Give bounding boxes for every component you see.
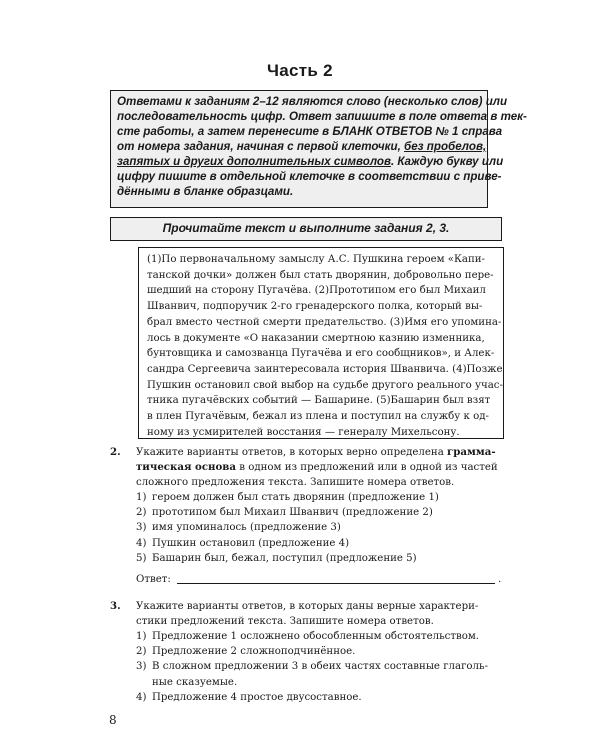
instructions-underlined-text: без пробелов, xyxy=(404,140,487,153)
reading-text-line: тника пугачёвских событий — Башарине. (5)Башарин был взят xyxy=(147,395,491,407)
answer-option xyxy=(136,505,508,520)
instructions-line xyxy=(117,139,487,154)
reading-text-line: шедший на сторону Пугачёва. (2)Прототипом его был Михаил xyxy=(147,285,486,297)
task-question xyxy=(136,599,508,629)
option-text: Предложение 4 простое двусоставное. xyxy=(152,691,362,703)
part-title: Часть 2 xyxy=(267,61,333,80)
instructions-text: . Каждую букву или xyxy=(390,155,504,168)
reading-text-line: лось в документе «О наказании смертною казнию изменника, xyxy=(147,332,485,344)
reading-text-box xyxy=(138,247,504,439)
answer-field[interactable] xyxy=(136,572,506,587)
option-text: В сложном предложении 3 в обеих частях составные глаголь- xyxy=(152,661,489,673)
instructions-line: цифру пишите в отдельной клеточке в соответствии с приве- xyxy=(117,170,502,183)
task-number: 2. xyxy=(110,446,121,458)
answer-option xyxy=(136,490,508,505)
answer-option xyxy=(136,629,508,644)
task-question xyxy=(136,445,508,491)
question-line: Укажите варианты ответов, в которых даны верные характери- xyxy=(136,601,479,612)
instructions-text: от номера задания, начиная с первой клеточки, xyxy=(117,140,405,153)
instructions-underlined-text: запятых и других дополнительных символов xyxy=(117,155,391,168)
answer-options xyxy=(136,490,508,566)
option-text: Предложение 2 сложноподчинённое. xyxy=(152,646,356,658)
reading-text-line: ному из усмирителей восстания — генералу Михельсону. xyxy=(147,426,460,438)
task-number: 3. xyxy=(110,600,121,612)
answer-label: Ответ: xyxy=(136,574,171,585)
question-text: Укажите варианты ответов, в которых верно определена xyxy=(136,447,448,458)
question-line: сложного предложения текста. Запишите номера ответов. xyxy=(136,477,455,489)
answer-option xyxy=(136,551,508,566)
reading-text-line: сандра Сергеевича заинтересовала история Шванвича. (4)Позже xyxy=(147,363,503,375)
page-number: 8 xyxy=(109,713,117,727)
answer-option xyxy=(136,644,508,659)
reading-text-line: брал вместо честной смерти предательство. (3)Имя его упомина- xyxy=(147,316,502,328)
reading-text-line: в плен Пугачёвым, бежал из плена и поступил на службу к од- xyxy=(147,411,489,423)
answer-option xyxy=(136,520,508,535)
question-bold-text: грамма- xyxy=(447,446,496,458)
option-number: 3) xyxy=(136,661,147,673)
option-text: прототипом был Михаил Шванвич (предложение 2) xyxy=(152,507,433,519)
answer-option xyxy=(136,536,508,551)
option-text: имя упоминалось (предложение 3) xyxy=(152,522,341,534)
option-text: Предложение 1 осложнено обособленным обстоятельством. xyxy=(152,631,480,642)
read-instruction: Прочитайте текст и выполните задания 2, 3. xyxy=(110,217,502,241)
reading-text-line: (1)По первоначальному замыслу А.С. Пушкина героем «Капи- xyxy=(147,254,485,265)
instructions-line: сте работы, а затем перенесите в БЛАНК ОТВЕТОВ № 1 справа xyxy=(117,125,503,138)
answer-option xyxy=(136,659,508,689)
question-text: в одном из предложений или в одной из частей xyxy=(235,462,498,474)
reading-text-line: Шванвич, подпоручик 2-го гренадерского полка, который вы- xyxy=(147,301,483,313)
option-number: 5) xyxy=(136,552,147,564)
instructions-line: последовательность цифр. Ответ запишите в поле ответа в тек- xyxy=(117,110,527,123)
instructions-line: Ответами к заданиям 2–12 являются слово (несколько слов) или xyxy=(117,95,508,108)
reading-text-line: танской дочки» должен был стать дворянин, добровольно пере- xyxy=(147,269,494,281)
answer-options xyxy=(136,629,508,705)
option-text: Башарин был, бежал, поступил (предложение 5) xyxy=(152,552,417,564)
answer-end-dot: . xyxy=(498,574,502,585)
option-text-continued: ные сказуемые. xyxy=(152,676,238,688)
option-number: 4) xyxy=(136,691,147,703)
question-line: стики предложений текста. Запишите номера ответов. xyxy=(136,616,434,628)
option-number: 2) xyxy=(136,507,147,519)
option-number: 1) xyxy=(136,492,147,503)
option-text: Пушкин остановил (предложение 4) xyxy=(152,537,350,549)
answer-option xyxy=(136,690,508,705)
question-line xyxy=(136,460,508,475)
option-number: 2) xyxy=(136,646,147,658)
question-line xyxy=(136,445,508,460)
instructions-line: дёнными в бланке образцами. xyxy=(117,185,294,198)
option-number: 1) xyxy=(136,631,147,642)
reading-text-line: Пушкин остановил свой выбор на судьбе другого реального учас- xyxy=(147,379,503,391)
option-text: героем должен был стать дворянин (предложение 1) xyxy=(152,492,439,503)
option-number: 3) xyxy=(136,522,147,534)
reading-text-line: бунтовщика и самозванца Пугачёва и его сообщников», и Алек- xyxy=(147,348,495,360)
option-number: 4) xyxy=(136,537,147,549)
instructions-line xyxy=(117,154,504,169)
answer-underline[interactable] xyxy=(177,583,495,584)
question-bold-text: тическая основа xyxy=(136,461,236,474)
instructions-box xyxy=(110,90,527,208)
